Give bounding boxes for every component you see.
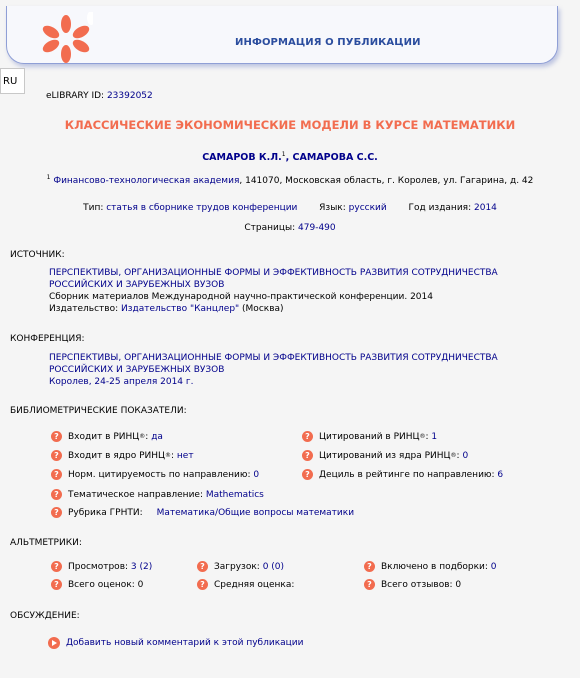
reviews-label: Всего отзывов: [381,579,453,590]
grnti-row: ? Рубрика ГРНТИ: Математика / Общие вопросы математики [51,507,354,518]
views-label: Просмотров: [68,561,129,572]
avg-row [197,579,294,590]
grnti-label: Рубрика ГРНТИ: [68,507,143,518]
help-icon[interactable]: ? [364,579,375,590]
collections-row [364,561,497,572]
avg-label: Средняя оценка: [214,579,295,590]
cit-label: Цитирований в РИНЦ [319,431,420,442]
affiliation-mark: 1 [46,174,51,181]
decile-row [302,469,503,480]
views-row [51,561,152,572]
reviews-value: 0 [455,579,462,590]
pages-value: 479-490 [298,223,336,233]
ratings-value: 0 [137,579,144,590]
cit-value[interactable]: 1 [431,431,438,442]
norm-value: 0 [253,469,260,480]
conference-title-line1[interactable]: ПЕРСПЕКТИВЫ, ОРГАНИЗАЦИОННЫЕ ФОРМЫ И ЭФФЕКТИВНОСТЬ РАЗВИТИЯ СОТРУДНИЧЕСТВА [49,353,498,363]
help-icon[interactable]: ? [51,507,62,518]
downloads-label: Загрузок: [214,561,260,572]
norm-row [51,469,259,480]
publisher-city: (Москва) [239,304,284,314]
help-icon[interactable]: ? [51,450,62,461]
add-comment-link[interactable]: Добавить новый комментарий к этой публикации [66,638,304,648]
conference-place-date[interactable]: Королев, 24-25 апреля 2014 г. [49,377,194,387]
type-value[interactable]: статья в сборнике трудов конференции [106,203,298,213]
add-comment-row[interactable] [48,637,303,649]
help-icon[interactable]: ? [51,469,62,480]
play-arrow-icon[interactable] [48,637,60,649]
topic-value: Mathematics [205,489,264,500]
downloads-value: 0 (0) [262,561,285,572]
reviews-row [364,579,461,590]
core-row: ? Входит в ядро РИНЦ ® : нет [51,450,194,461]
authors [0,151,580,163]
source-title-line2[interactable]: РОССИЙСКИХ И ЗАРУБЕЖНЫХ ВУЗОВ [49,280,225,290]
decile-label: Дециль в рейтинге по направлению: [319,469,495,480]
cit-core-label: Цитирований из ядра РИНЦ [319,450,451,461]
collections-label: Включено в подборки: [381,561,488,572]
pages-row [0,223,580,233]
source-title-line1[interactable]: ПЕРСПЕКТИВЫ, ОРГАНИЗАЦИОННЫЕ ФОРМЫ И ЭФФЕКТИВНОСТЬ РАЗВИТИЯ СОТРУДНИЧЕСТВА [49,268,498,278]
source-heading: ИСТОЧНИК: [10,250,65,260]
author-link[interactable]: САМАРОВ К.Л. [202,152,282,164]
author-affiliation-mark: 1 [281,151,286,158]
conference-block [49,352,498,388]
rinc-row: ? Входит в РИНЦ ® : да [51,431,163,442]
language-label: Язык: [319,203,346,213]
discussion-heading: ОБСУЖДЕНИЕ: [10,611,80,621]
cit-row: ? Цитирований в РИНЦ ® : 1 [302,431,437,442]
ratings-row [51,579,143,590]
ratings-label: Всего оценок: [68,579,135,590]
header-bar [6,6,558,64]
norm-label: Норм. цитируемость по направлению: [68,469,251,480]
year-label: Год издания: [408,203,472,213]
help-icon[interactable]: ? [197,579,208,590]
help-icon[interactable]: ? [51,431,62,442]
grnti-value-2[interactable]: Общие вопросы математики [218,507,355,518]
affiliation-address: , 141070, Московская область, г. Королев, ул. Гагарина, д. 42 [239,176,534,186]
pages-label: Страницы: [244,223,296,233]
year-value[interactable]: 2014 [474,203,497,213]
help-icon[interactable]: ? [302,469,313,480]
views-value: 3 (2) [130,561,153,572]
elibrary-id-label: eLIBRARY ID: [46,91,105,101]
language-value[interactable]: русский [348,203,387,213]
publication-title: КЛАССИЧЕСКИЕ ЭКОНОМИЧЕСКИЕ МОДЕЛИ В КУРСЕ МАТЕМАТИКИ [64,118,516,132]
decile-value: 6 [497,469,504,480]
header-title: ИНФОРМАЦИЯ О ПУБЛИКАЦИИ [235,37,421,48]
altmetrics-heading: АЛЬТМЕТРИКИ: [10,538,82,548]
language-button[interactable]: RU [0,68,25,94]
help-icon[interactable]: ? [302,431,313,442]
publisher-label: Издательство: [49,304,119,314]
source-collection: Сборник материалов Международной научно-практической конференции. 2014 [49,292,433,302]
help-icon[interactable]: ? [51,489,62,500]
publication-meta [0,203,580,213]
help-icon[interactable]: ? [51,579,62,590]
author-separator: , [285,152,293,164]
author-name: САМАРОВА С.С. [292,152,378,164]
elibrary-id-row [46,91,153,101]
grnti-value-1[interactable]: Математика [156,507,216,518]
conference-heading: КОНФЕРЕНЦИЯ: [10,334,85,344]
type-label: Тип: [83,203,104,213]
affiliation [0,174,580,186]
collections-value: 0 [490,561,497,572]
downloads-row [197,561,284,572]
cit-core-value[interactable]: 0 [462,450,469,461]
publisher-link[interactable]: Издательство "Канцлер" [121,304,240,314]
elibrary-id-value[interactable]: 23392052 [106,91,153,101]
topic-row [51,489,264,500]
help-icon[interactable]: ? [51,561,62,572]
help-icon[interactable]: ? [197,561,208,572]
core-label: Входит в ядро РИНЦ [68,450,165,461]
cit-core-row: ? Цитирований из ядра РИНЦ ® : 0 [302,450,468,461]
help-icon[interactable]: ? [302,450,313,461]
affiliation-org-link[interactable]: Финансово-технологическая академия [53,176,240,186]
source-block [49,267,498,315]
topic-label: Тематическое направление: [68,489,203,500]
elibrary-logo-icon [39,12,93,66]
rinc-label: Входит в РИНЦ [68,431,140,442]
rinc-value: да [151,431,163,442]
conference-title-line2[interactable]: РОССИЙСКИХ И ЗАРУБЕЖНЫХ ВУЗОВ [49,365,225,375]
core-value: нет [176,450,194,461]
biblio-heading: БИБЛИОМЕТРИЧЕСКИЕ ПОКАЗАТЕЛИ: [10,406,187,416]
help-icon[interactable]: ? [364,561,375,572]
